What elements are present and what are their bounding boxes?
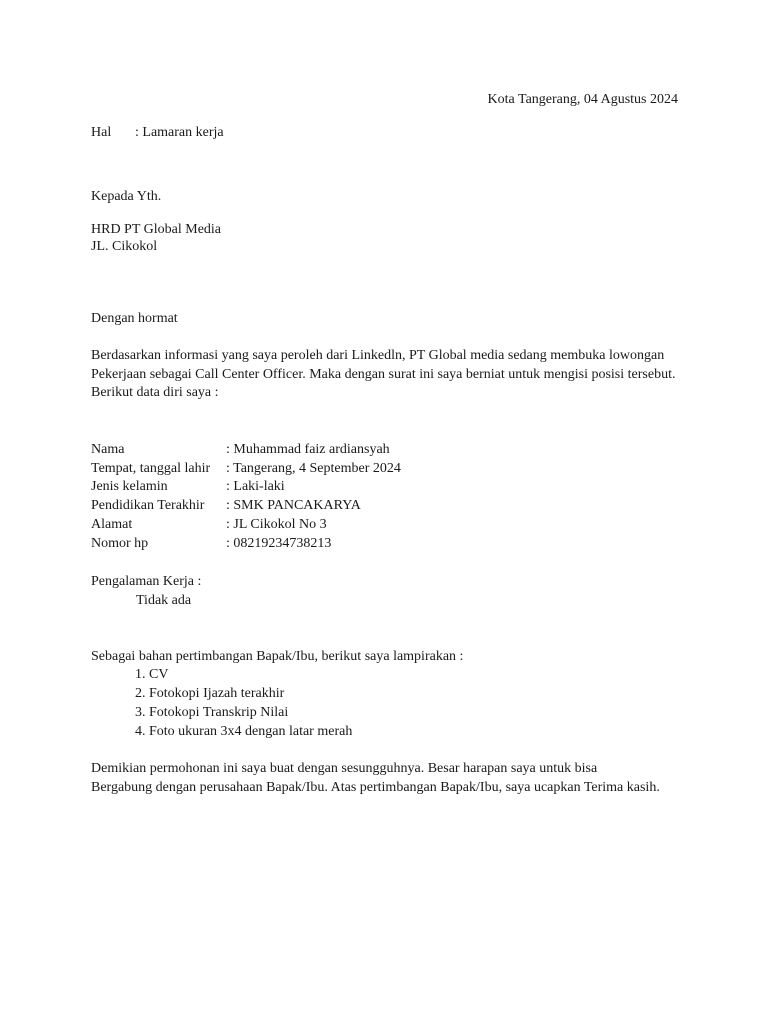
closing-line-2: Bergabung dengan perusahaan Bapak/Ibu. Atas pertimbangan Bapak/Ibu, saya ucapkan Terima kasih. bbox=[91, 780, 660, 795]
field-value-address: : JL Cikokol No 3 bbox=[226, 517, 327, 532]
field-label-gender: Jenis kelamin bbox=[91, 479, 168, 494]
list-item: 2. Fotokopi Ijazah terakhir bbox=[135, 686, 285, 701]
list-item: 1. CV bbox=[135, 667, 169, 682]
field-label-address: Alamat bbox=[91, 517, 133, 532]
field-value-education: : SMK PANCAKARYA bbox=[226, 498, 361, 513]
to-greeting: Kepada Yth. bbox=[91, 189, 162, 204]
list-item: 4. Foto ukuran 3x4 dengan latar merah bbox=[135, 724, 353, 739]
field-value-gender: : Laki-laki bbox=[226, 479, 285, 494]
intro-line-3: Berikut data diri saya : bbox=[91, 385, 219, 400]
field-label-name: Nama bbox=[91, 442, 125, 457]
list-item: 3. Fotokopi Transkrip Nilai bbox=[135, 705, 289, 720]
field-value-birth: : Tangerang, 4 September 2024 bbox=[226, 461, 401, 476]
experience-label: Pengalaman Kerja : bbox=[91, 574, 202, 589]
intro-line-1: Berdasarkan informasi yang saya peroleh dari Linkedln, PT Global media sedang membuka lowongan bbox=[91, 348, 665, 363]
recipient-line-2: JL. Cikokol bbox=[91, 239, 158, 254]
field-label-phone: Nomor hp bbox=[91, 536, 149, 551]
field-label-birth: Tempat, tanggal lahir bbox=[91, 461, 211, 476]
closing-line-1: Demikian permohonan ini saya buat dengan sesungguhnya. Besar harapan saya untuk bisa bbox=[91, 761, 598, 776]
field-value-name: : Muhammad faiz ardiansyah bbox=[226, 442, 390, 457]
experience-value: Tidak ada bbox=[136, 593, 192, 608]
subject-label: Hal bbox=[91, 125, 112, 140]
field-value-phone: : 08219234738213 bbox=[226, 536, 332, 551]
attachments-intro: Sebagai bahan pertimbangan Bapak/Ibu, berikut saya lampirakan : bbox=[91, 649, 464, 664]
salutation: Dengan hormat bbox=[91, 311, 178, 326]
field-label-education: Pendidikan Terakhir bbox=[91, 498, 205, 513]
intro-line-2: Pekerjaan sebagai Call Center Officer. Maka dengan surat ini saya berniat untuk mengisi posisi tersebut. bbox=[91, 367, 676, 382]
recipient-line-1: HRD PT Global Media bbox=[91, 222, 222, 237]
subject-value: : Lamaran kerja bbox=[135, 125, 224, 140]
place-date: Kota Tangerang, 04 Agustus 2024 bbox=[487, 92, 678, 107]
